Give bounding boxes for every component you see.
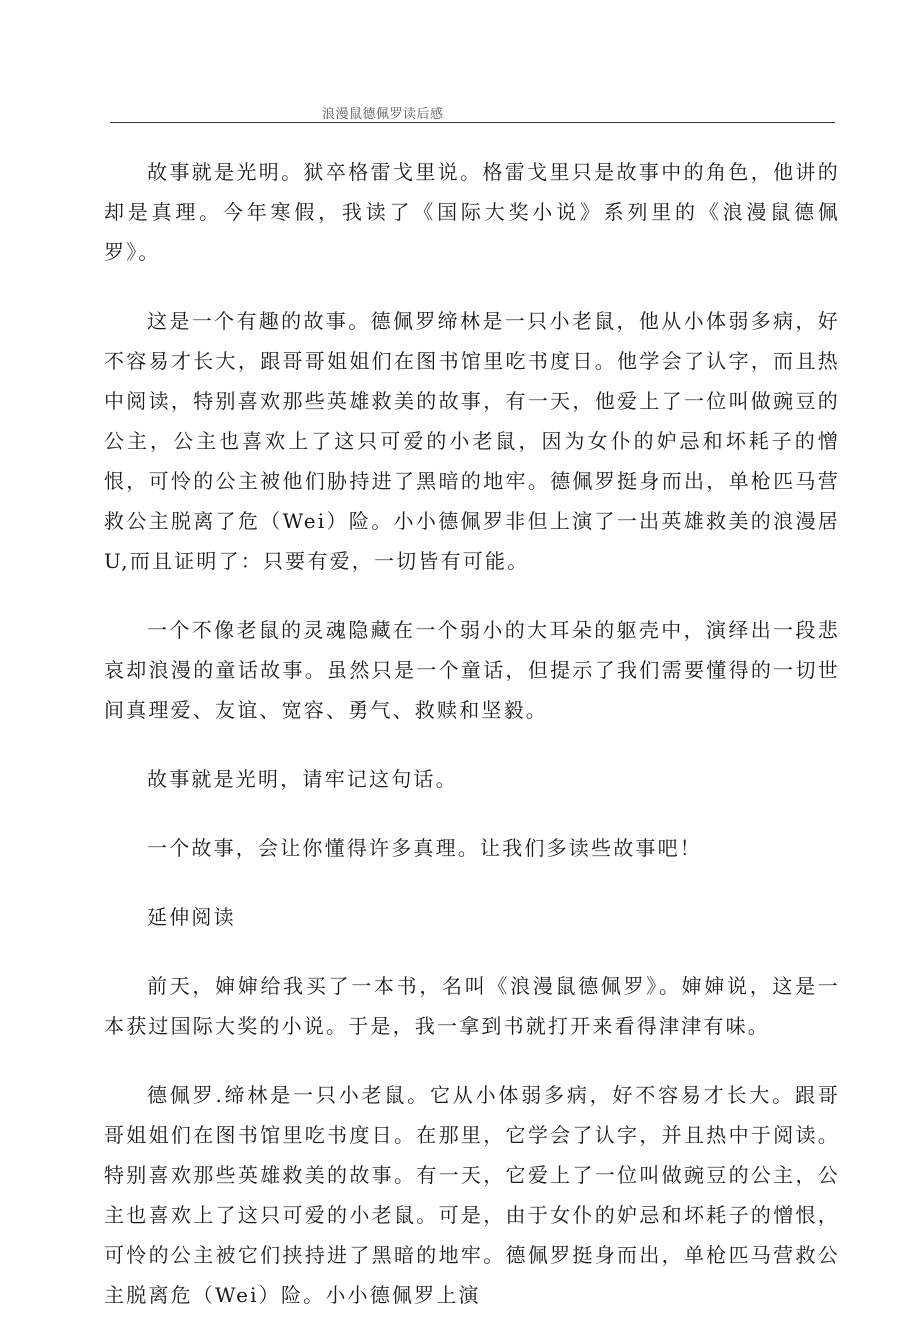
paragraph: 前天，婶婶给我买了一本书，名叫《浪漫鼠德佩罗》。婶婶说，这是一本获过国际大奖的小说。于是，我一拿到书就打开来看得津津有味。: [104, 974, 840, 1038]
paragraph: 德佩罗.缔林是一只小老鼠。它从小体弱多病，好不容易才长大。跟哥哥姐姐们在图书馆里吃书度日。在那里，它学会了认字，并且热中于阅读。特别喜欢那些英雄救美的故事。有一天，它爱上了一位叫做豌豆的公主，公主也喜欢上了这只可爱的小老鼠。可是，由于女仆的妒忌和坏耗子的憎恨，可怜的公主被它们挟持进了黑暗的地牢。德佩罗挺身而出，单枪匹马营救公主脱离危（Wei）险。小小德佩罗上演: [104, 1083, 840, 1307]
section-heading: 延伸阅读: [147, 905, 236, 929]
header-title: 浪漫鼠德佩罗读后感: [322, 107, 444, 122]
paragraph: 这是一个有趣的故事。德佩罗缔林是一只小老鼠，他从小体弱多病，好不容易才长大，跟哥哥姐姐们在图书馆里吃书度日。他学会了认字，而且热中阅读，特别喜欢那些英雄救美的故事，有一天，他爱上了一位叫做豌豆的公主，公主也喜欢上了这只可爱的小老鼠，因为女仆的妒忌和坏耗子的憎恨，可怜的公主被他们胁持进了黑暗的地牢。德佩罗挺身而出，单枪匹马营救公主脱离了危（Wei）险。小小德佩罗非但上演了一出英雄救美的浪漫居U,而且证明了：只要有爱，一切皆有可能。: [104, 309, 840, 573]
paragraph: 一个不像老鼠的灵魂隐藏在一个弱小的大耳朵的躯壳中，演绎出一段悲哀却浪漫的童话故事。虽然只是一个童话，但提示了我们需要懂得的一切世间真理爱、友谊、宽容、勇气、救赎和坚毅。: [104, 618, 840, 722]
page-header: [110, 100, 835, 123]
paragraph: 故事就是光明。狱卒格雷戈里说。格雷戈里只是故事中的角色，他讲的却是真理。今年寒假，我读了《国际大奖小说》系列里的《浪漫鼠德佩罗》。: [104, 160, 840, 264]
paragraph: 故事就是光明，请牢记这句话。: [147, 767, 458, 791]
paragraph: 一个故事，会让你懂得许多真理。让我们多读些故事吧！: [147, 836, 702, 860]
document-body: [104, 152, 840, 1344]
